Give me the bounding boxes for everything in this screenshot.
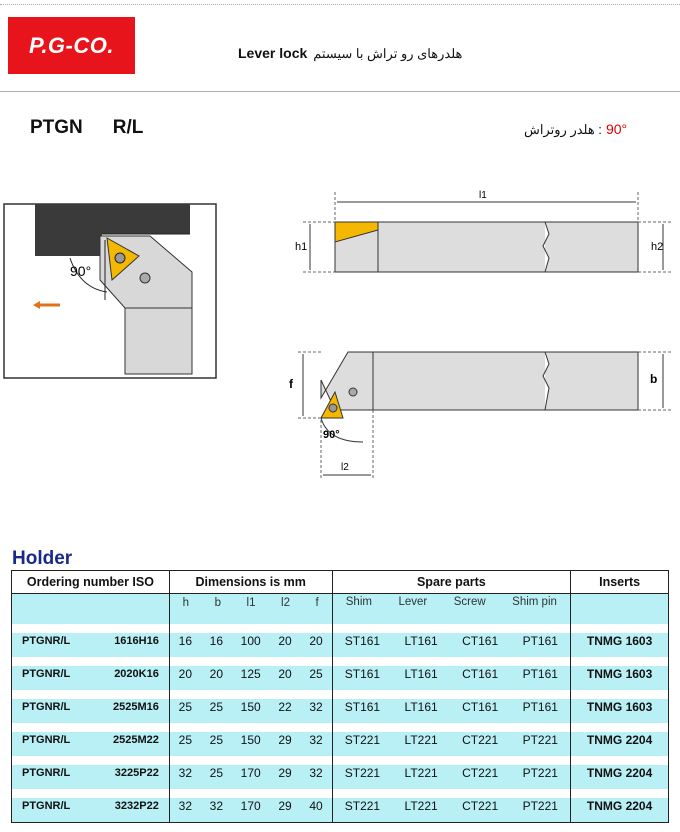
col-dimensions: Dimensions is mm: [169, 571, 332, 594]
cell-spare: [332, 756, 571, 789]
spare-part: LT161: [404, 699, 438, 714]
spare-part: PT221: [522, 732, 558, 747]
spare-part: ST161: [344, 699, 381, 714]
holder-type: PTGN: [30, 117, 83, 138]
cell-insert: TNMG 1603: [571, 690, 669, 723]
dim-value: 20: [278, 666, 292, 681]
holder-table: [11, 570, 669, 823]
dim-value: 32: [309, 732, 323, 747]
subhead-lever: Lever: [398, 596, 428, 608]
cell-insert: TNMG 1603: [571, 624, 669, 657]
shim-screw: [140, 273, 150, 283]
dim-l2: l2: [341, 462, 349, 473]
header-separator: [0, 91, 680, 92]
cell-ordering: [12, 690, 170, 723]
dim-value: 20: [178, 666, 193, 681]
table-row: [12, 690, 669, 723]
dim-l1: l1: [479, 190, 487, 201]
dim-value: 20: [309, 633, 323, 648]
heading-en: Lever lock: [238, 45, 308, 61]
order-name: PTGNR/L: [22, 634, 71, 647]
heading-fa: هلدرهای رو تراش با سیستم: [313, 46, 463, 61]
cell-dimensions: [169, 789, 332, 823]
dim-value: 25: [209, 765, 224, 780]
order-code: 3232P22: [114, 799, 159, 812]
spare-part: PT161: [522, 633, 558, 648]
dim-b: b: [650, 372, 658, 386]
dim-value: 170: [240, 798, 261, 813]
cell-spare: [332, 723, 571, 756]
subhead-h: h: [182, 597, 190, 609]
spare-part: ST221: [344, 732, 381, 747]
spare-part: LT161: [404, 633, 438, 648]
cell-dimensions: [169, 624, 332, 657]
spare-part: CT161: [462, 666, 499, 681]
dim-value: 16: [209, 633, 224, 648]
application-drawing: [0, 200, 225, 385]
subhead-ordering: [12, 594, 170, 625]
cell-spare: [332, 624, 571, 657]
subhead-inserts: [571, 594, 669, 625]
angle-label-left: 90°: [70, 263, 92, 279]
dim-value: 20: [209, 666, 224, 681]
dim-value: 20: [278, 633, 292, 648]
dim-value: 170: [240, 765, 261, 780]
dim-value: 25: [209, 699, 224, 714]
dim-value: 32: [309, 765, 323, 780]
cell-dimensions: [169, 756, 332, 789]
cell-ordering: [12, 657, 170, 690]
dim-h2: h2: [651, 241, 664, 253]
insert-hole: [115, 253, 125, 263]
col-spare: Spare parts: [332, 571, 571, 594]
dim-value: 29: [278, 765, 292, 780]
logo-text: P.G-CO.: [28, 32, 114, 58]
spare-part: ST221: [344, 798, 381, 813]
dim-value: 150: [240, 732, 261, 747]
subhead-f: f: [315, 597, 319, 609]
holder-side-view: [373, 352, 638, 410]
col-ordering: Ordering number ISO: [12, 571, 170, 594]
spare-part: PT221: [522, 765, 558, 780]
cell-dimensions: [169, 657, 332, 690]
dim-value: 150: [240, 699, 261, 714]
order-name: PTGNR/L: [22, 700, 71, 713]
spare-part: PT161: [522, 699, 558, 714]
holder-top-view: [335, 222, 638, 272]
dim-value: 22: [278, 699, 292, 714]
cell-insert: TNMG 2204: [571, 723, 669, 756]
dim-value: 29: [278, 732, 292, 747]
spare-part: CT221: [462, 732, 499, 747]
order-name: PTGNR/L: [22, 667, 71, 680]
cell-insert: TNMG 2204: [571, 756, 669, 789]
order-name: PTGNR/L: [22, 733, 71, 746]
dim-h1: h1: [295, 241, 308, 253]
dim-f: f: [289, 377, 293, 391]
cell-ordering: [12, 756, 170, 789]
table-row: [12, 624, 669, 657]
spare-part: CT161: [462, 699, 499, 714]
cell-dimensions: [169, 690, 332, 723]
dimension-drawing: [283, 180, 678, 485]
dim-value: 16: [178, 633, 193, 648]
dim-value: 25: [178, 732, 193, 747]
holder-title: Holder: [12, 548, 73, 569]
order-code: 1616H16: [114, 634, 159, 647]
spare-part: ST161: [344, 633, 381, 648]
company-logo: [8, 17, 135, 74]
dim-value: 29: [278, 798, 292, 813]
table-row: [12, 723, 669, 756]
subhead-screw: Screw: [453, 596, 486, 608]
holder-description: [524, 121, 627, 138]
holder-head-side: [321, 352, 373, 410]
dim-value: 32: [178, 798, 193, 813]
spare-part: LT221: [404, 798, 438, 813]
table-row: [12, 789, 669, 823]
angle-label-right: 90°: [323, 429, 340, 441]
dim-value: 25: [209, 732, 224, 747]
holder-shank: [125, 308, 192, 374]
approach-angle: 90°: [605, 121, 628, 137]
holder-code: [30, 117, 143, 139]
subhead-b: b: [214, 597, 221, 609]
dim-value: 125: [240, 666, 261, 681]
spare-part: PT161: [522, 666, 558, 681]
order-code: 2525M22: [112, 733, 159, 746]
subhead-shim: Shim: [345, 596, 372, 608]
spare-part: CT221: [462, 765, 499, 780]
dim-value: 25: [309, 666, 323, 681]
workpiece-upper: [35, 204, 190, 234]
cell-ordering: [12, 789, 170, 823]
description-fa: : هلدر روتراش: [524, 122, 602, 137]
order-name: PTGNR/L: [22, 799, 71, 812]
cell-dimensions: [169, 723, 332, 756]
holder-hand: R/L: [112, 117, 144, 138]
subhead-dims: [169, 594, 332, 625]
subhead-l2: l2: [281, 597, 290, 609]
order-code: 3225P22: [114, 766, 159, 779]
spare-part: PT221: [522, 798, 558, 813]
page-heading: [238, 45, 462, 62]
spare-part: ST221: [344, 765, 381, 780]
table-row: [12, 657, 669, 690]
cell-insert: TNMG 1603: [571, 657, 669, 690]
cell-spare: [332, 690, 571, 723]
table-row: [12, 756, 669, 789]
dim-value: 32: [309, 699, 323, 714]
subhead-spare: [332, 594, 571, 625]
dim-value: 40: [309, 798, 323, 813]
dim-value: 32: [209, 798, 224, 813]
col-inserts: Inserts: [571, 571, 669, 594]
dim-value: 25: [178, 699, 193, 714]
workpiece-step: [35, 234, 102, 256]
spare-part: LT221: [404, 765, 438, 780]
subhead-shim-pin: Shim pin: [512, 596, 557, 608]
cell-spare: [332, 657, 571, 690]
order-name: PTGNR/L: [22, 766, 71, 779]
spare-part: LT161: [404, 666, 438, 681]
subhead-l1: l1: [246, 597, 256, 609]
cell-spare: [332, 789, 571, 823]
cell-ordering: [12, 624, 170, 657]
top-border: [0, 4, 680, 5]
dim-value: 100: [240, 633, 261, 648]
order-code: 2020K16: [114, 667, 159, 680]
spare-part: LT221: [404, 732, 438, 747]
spare-part: ST161: [344, 666, 381, 681]
spare-part: CT221: [462, 798, 499, 813]
cell-insert: TNMG 2204: [571, 789, 669, 823]
dim-value: 32: [178, 765, 193, 780]
spare-part: CT161: [462, 633, 499, 648]
order-code: 2525M16: [112, 700, 159, 713]
cell-ordering: [12, 723, 170, 756]
